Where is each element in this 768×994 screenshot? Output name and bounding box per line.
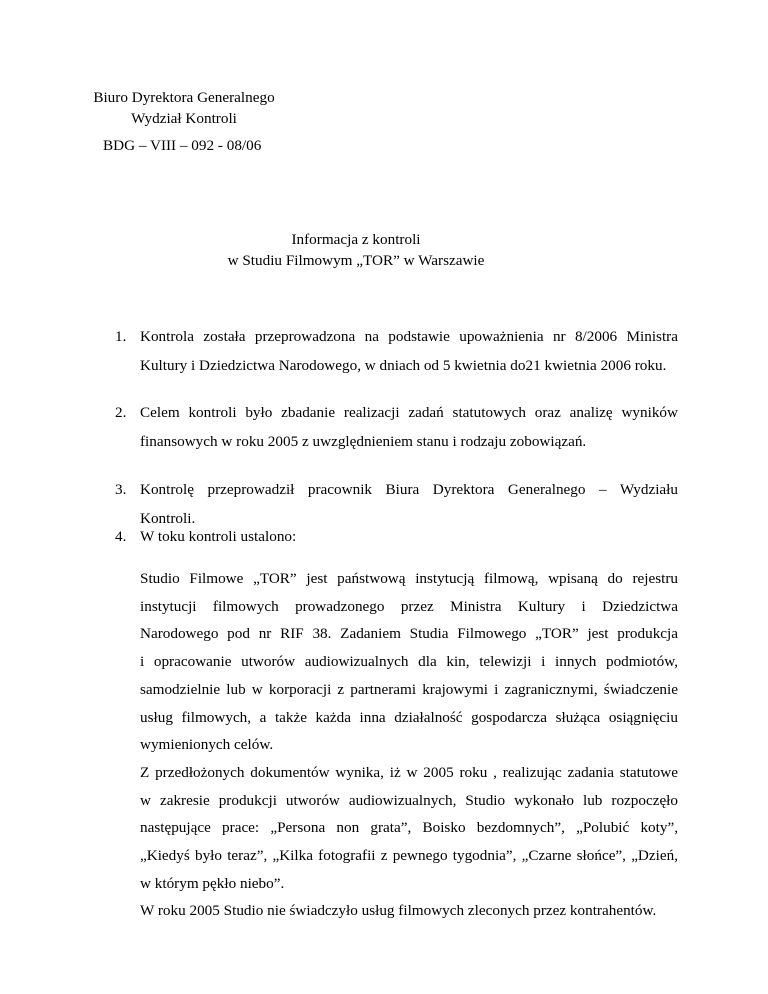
list-item-4 <box>115 522 678 551</box>
body-line: usług filmowych, a także każda inna działalność gospodarcza służąca osiągnięciu <box>140 708 678 726</box>
document-title <box>0 229 768 271</box>
item-text-line: Kontrolę przeprowadził pracownik Biura Dyrektora Generalnego – Wydziału <box>140 481 678 498</box>
item-number: 1. <box>115 328 127 345</box>
body-line: „Kiedyś było teraz”, „Kilka fotografii z pewnego tygodnia”, „Czarne słońce”, „Dzień, <box>140 847 678 865</box>
body-line: w którym pękło niebo”. <box>140 874 285 892</box>
paragraph-3: W roku 2005 Studio nie świadczyło usług filmowych zleconych przez kontrahentów. <box>140 902 657 920</box>
item-text-line: Kultury i Dziedzictwa Narodowego, w dniach od 5 kwietnia do21 kwietnia 2006 roku. <box>140 357 667 374</box>
title-line-2: w Studiu Filmowym „TOR” w Warszawie <box>227 252 485 269</box>
body-line: samodzielnie lub w korporacji z partnerami krajowymi i zagranicznymi, świadczenie <box>140 680 678 698</box>
item-text-line: finansowych w roku 2005 z uwzględnieniem stanu i rodzaju zobowiązań. <box>140 433 587 450</box>
paragraph-2 <box>140 759 678 898</box>
paragraph-1 <box>140 565 678 759</box>
body-line: Z przedłożonych dokumentów wynika, iż w 2005 roku , realizując zadania statutowe <box>140 763 678 781</box>
body-line: Narodowego pod nr RIF 38. Zadaniem Studia Filmowego „TOR” jest produkcja <box>140 625 678 643</box>
item-number: 4. <box>115 528 127 545</box>
body-line: Studio Filmowe „TOR” jest państwową instytucją filmową, wpisaną do rejestru <box>140 570 678 587</box>
item-text-line: Kontroli. <box>140 510 196 527</box>
item-text-line: Celem kontroli było zbadanie realizacji zadań statutowych oraz analizę wyników <box>140 404 678 421</box>
body-line: wymienionych celów. <box>140 736 274 754</box>
item-text-line: Kontrola została przeprowadzona na podstawie upoważnienia nr 8/2006 Ministra <box>140 328 678 345</box>
findings-body <box>140 565 678 925</box>
list-item-2 <box>115 398 678 456</box>
reference-number: BDG – VIII – 092 - 08/06 <box>103 137 262 154</box>
letterhead <box>86 87 282 129</box>
body-line: w zakresie produkcji utworów audiowizualnych, Studio wykonało lub rozpoczęło <box>140 791 678 809</box>
item-number: 3. <box>115 481 127 498</box>
item-number: 2. <box>115 404 127 421</box>
title-line-1: Informacja z kontroli <box>291 231 421 248</box>
body-line: następujące prace: „Persona non grata”, Boisko bezdomnych”, „Polubić koty”, <box>140 819 678 837</box>
list-item-1 <box>115 322 678 380</box>
body-line: i opracowanie utworów audiowizualnych dla kin, telewizji i innych podmiotów, <box>140 653 678 671</box>
body-line: instytucji filmowych prowadzonego przez Ministra Kultury i Dziedzictwa <box>140 597 678 615</box>
office-name: Biuro Dyrektora Generalnego <box>93 89 275 106</box>
item-text-line: W toku kontroli ustalono: <box>140 528 297 545</box>
department-name: Wydział Kontroli <box>131 110 237 127</box>
